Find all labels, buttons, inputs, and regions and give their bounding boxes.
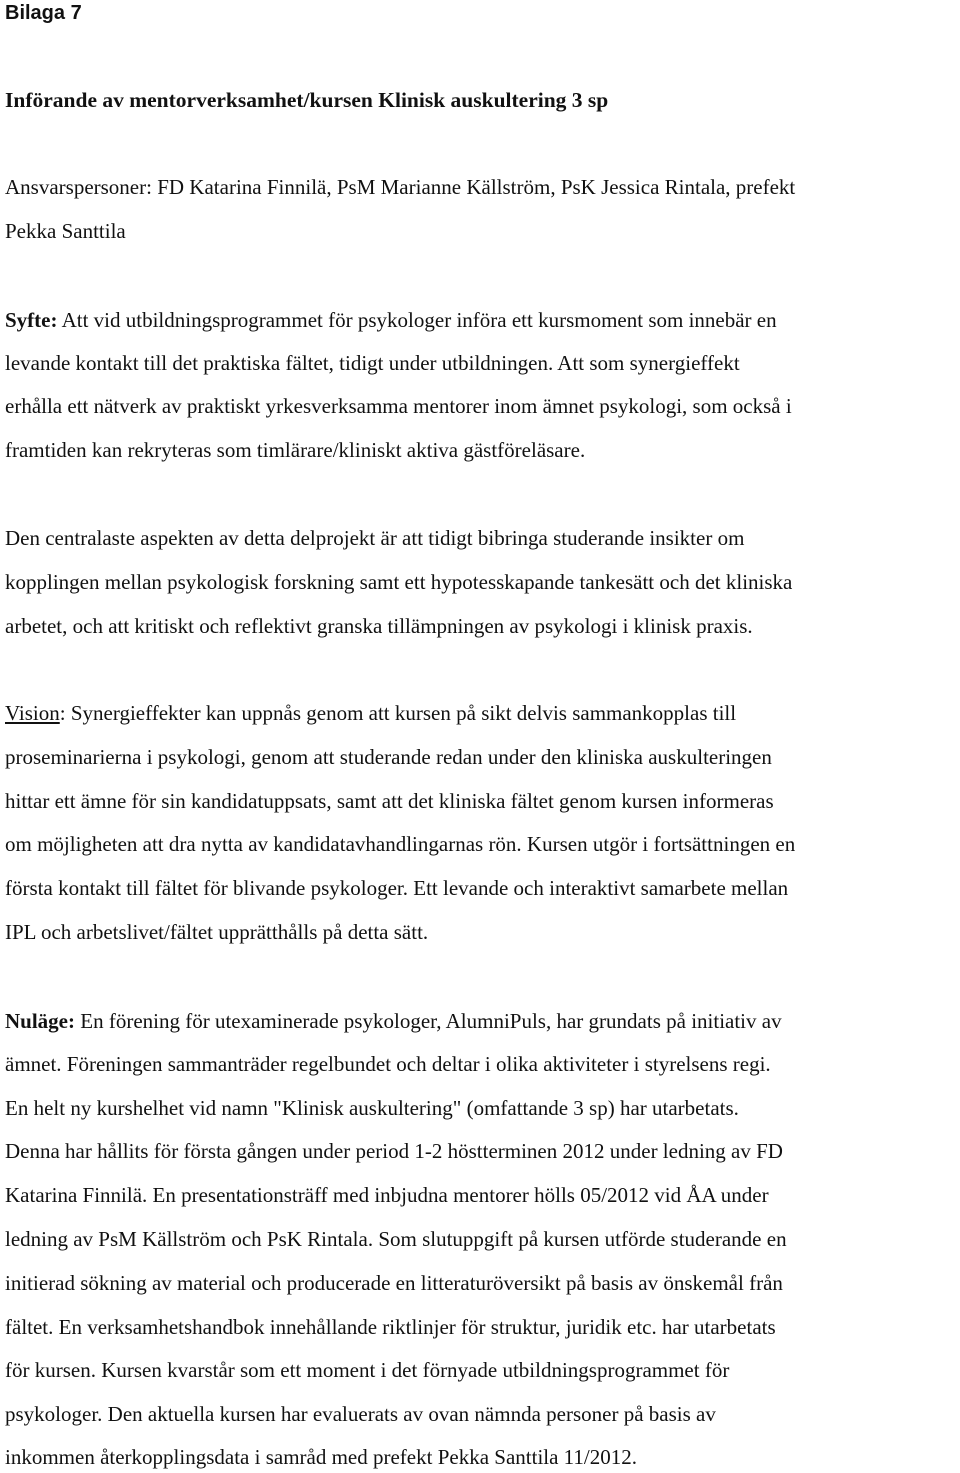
nulage-label: Nuläge: xyxy=(5,1009,75,1033)
responsible-line-2: Pekka Santtila xyxy=(5,219,126,243)
nulage-line-6: ledning av PsM Källström och PsK Rintala. Som slutuppgift på kursen utförde studerande en xyxy=(5,1227,787,1251)
aspect-line-1: Den centralaste aspekten av detta delprojekt är att tidigt bibringa studerande insikter om xyxy=(5,526,745,550)
nulage-line-4: Denna har hållits för första gången under period 1-2 höstterminen 2012 under ledning av FD xyxy=(5,1139,783,1163)
syfte-label: Syfte: xyxy=(5,308,58,332)
nulage-line-10: psykologer. Den aktuella kursen har evaluerats av ovan nämnda personer på basis av xyxy=(5,1402,716,1426)
vision-line-6: IPL och arbetslivet/fältet upprätthålls på detta sätt. xyxy=(5,920,429,944)
aspect-line-2: kopplingen mellan psykologisk forskning samt ett hypotesskapande tankesätt och det kliniska xyxy=(5,570,793,594)
aspect-line-3: arbetet, och att kritiskt och reflektivt granska tillämpningen av psykologi i klinisk praxis. xyxy=(5,614,753,638)
nulage-line-2: ämnet. Föreningen sammanträder regelbundet och deltar i olika aktiviteter i styrelsens regi. xyxy=(5,1052,771,1076)
vision-label: Vision xyxy=(5,701,60,725)
document-title: Införande av mentorverksamhet/kursen Klinisk auskultering 3 sp xyxy=(5,88,609,112)
nulage-line-11: inkommen återkopplingsdata i samråd med prefekt Pekka Santtila 11/2012. xyxy=(5,1445,637,1469)
syfte-line-4: framtiden kan rekryteras som timlärare/kliniskt aktiva gästföreläsare. xyxy=(5,438,586,462)
vision-line-1: Vision: Synergieffekter kan uppnås genom att kursen på sikt delvis sammankopplas till xyxy=(5,701,737,725)
vision-line-3: hittar ett ämne för sin kandidatuppsats, samt att det kliniska fältet genom kursen informeras xyxy=(5,789,774,813)
nulage-line-8: fältet. En verksamhetshandbok innehållande riktlinjer för struktur, juridik etc. har utarbetats xyxy=(5,1315,776,1339)
vision-line-2: proseminarierna i psykologi, genom att studerande redan under den kliniska auskulteringen xyxy=(5,745,772,769)
syfte-line-3: erhålla ett nätverk av praktiskt yrkesverksamma mentorer inom ämnet psykologi, som också i xyxy=(5,394,792,418)
vision-line-5: första kontakt till fältet för blivande psykologer. Ett levande och interaktivt samarbete mellan xyxy=(5,876,789,900)
nulage-line-1: Nuläge: En förening för utexaminerade psykologer, AlumniPuls, har grundats på initiativ av xyxy=(5,1009,782,1033)
vision-line-4: om möjligheten att dra nytta av kandidatavhandlingarnas rön. Kursen utgör i fortsättningen en xyxy=(5,832,796,856)
syfte-line-1: Syfte: Att vid utbildningsprogrammet för psykologer införa ett kursmoment som innebär en xyxy=(5,308,777,332)
nulage-line-5: Katarina Finnilä. En presentationsträff med inbjudna mentorer hölls 05/2012 vid ÅA under xyxy=(5,1183,769,1207)
syfte-line-2: levande kontakt till det praktiska fältet, tidigt under utbildningen. Att som synergieffekt xyxy=(5,351,740,375)
appendix-label: Bilaga 7 xyxy=(5,2,82,24)
nulage-line-7: initierad sökning av material och producerade en litteraturöversikt på basis av önskemål från xyxy=(5,1271,783,1295)
nulage-line-3: En helt ny kurshelhet vid namn "Klinisk auskultering" (omfattande 3 sp) har utarbetats. xyxy=(5,1096,739,1120)
nulage-line-9: för kursen. Kursen kvarstår som ett moment i det förnyade utbildningsprogrammet för xyxy=(5,1358,730,1382)
responsible-line-1: Ansvarspersoner: FD Katarina Finnilä, PsM Marianne Källström, PsK Jessica Rintala, prefekt xyxy=(5,175,796,199)
